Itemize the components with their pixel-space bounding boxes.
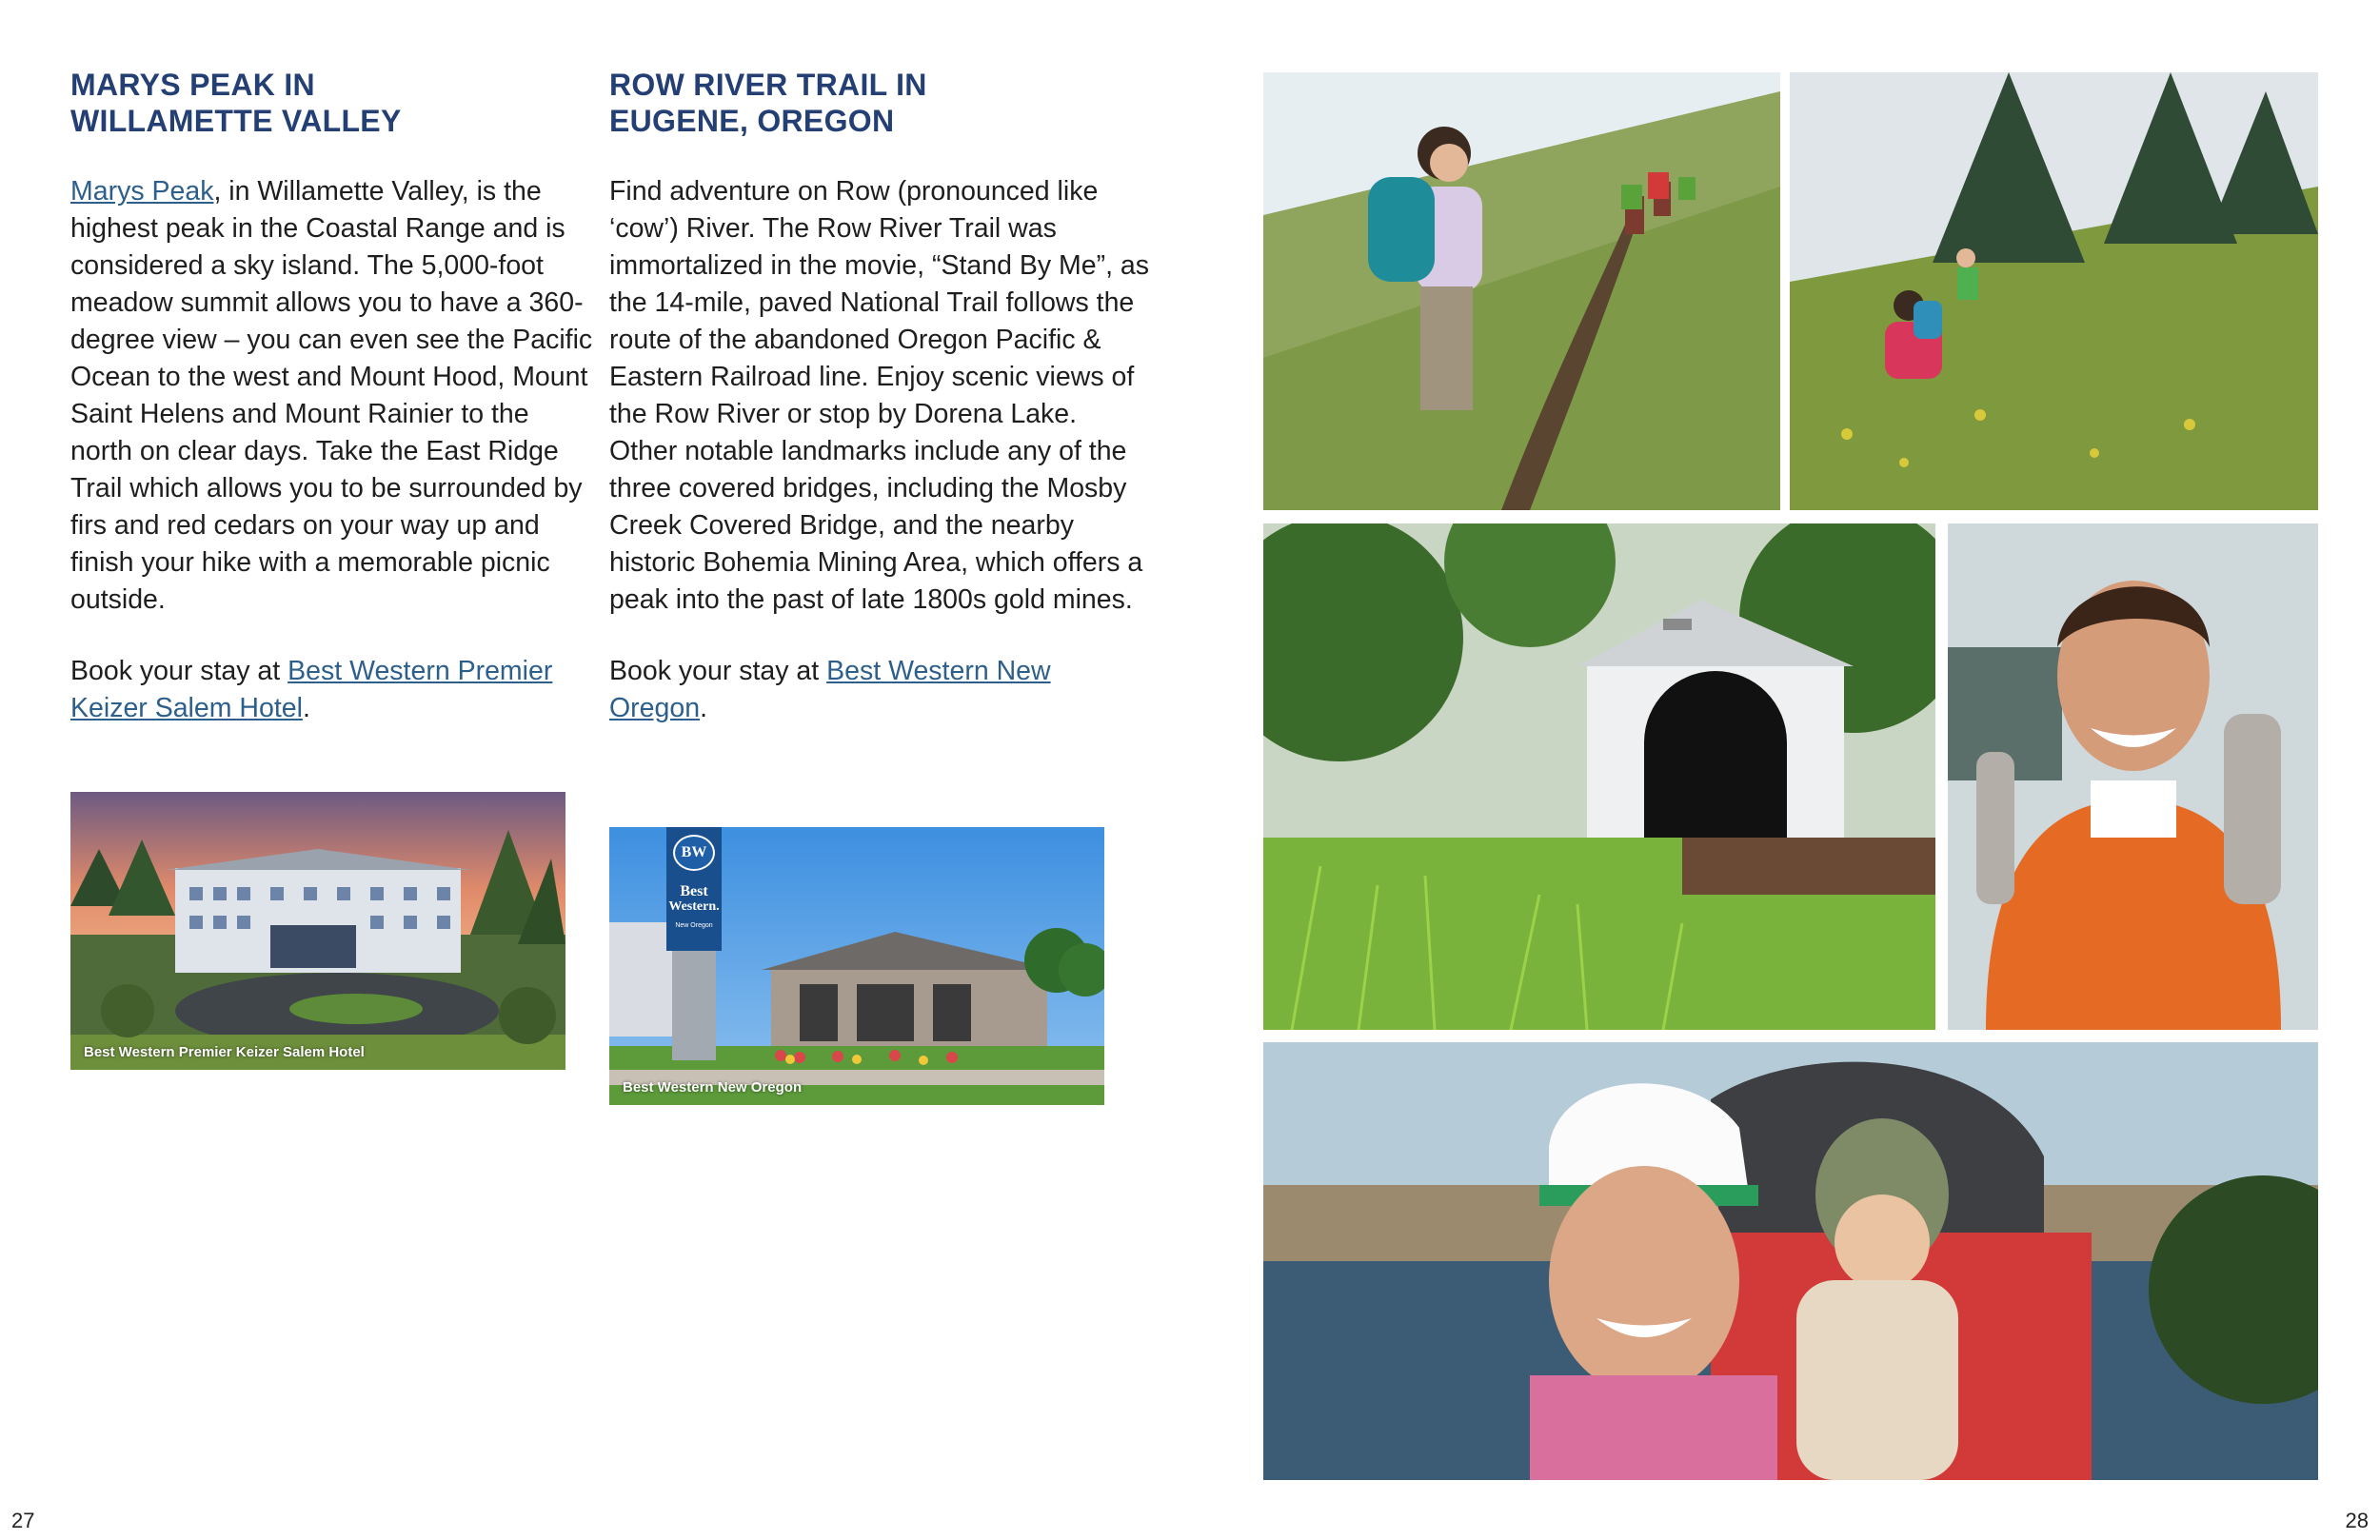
book-suffix: . [302, 693, 310, 723]
marys-peak-link[interactable]: Marys Peak [70, 176, 214, 207]
mother-baby-carrier-illustration [1263, 1042, 2318, 1480]
row-river-book-line [609, 653, 1152, 727]
smiling-hiker-photo [1948, 523, 2318, 1030]
keizer-salem-hotel-photo [70, 792, 565, 1070]
new-oregon-hotel-photo [609, 827, 1104, 1105]
book-prefix: Book your stay at [70, 656, 288, 686]
row-river-heading-line2: EUGENE, OREGON [609, 104, 895, 138]
row-river-heading-line1: ROW RIVER TRAIL IN [609, 68, 927, 102]
new-oregon-hotel-link[interactable]: Best Western New Oregon [609, 656, 1051, 723]
hikers-hillside-photo [1263, 72, 1780, 510]
book-suffix: . [700, 693, 707, 723]
hikers-hillside-illustration [1263, 72, 1780, 510]
hikers-ridge-illustration [1790, 72, 2318, 510]
row-river-section [609, 67, 1152, 727]
smiling-hiker-illustration [1948, 523, 2318, 1030]
bw-sign [666, 827, 722, 951]
marys-peak-section [70, 67, 594, 727]
keizer-salem-hotel-link[interactable]: Best Western Premier Keizer Salem Hotel [70, 656, 553, 723]
bw-sign-location: New Oregon [675, 922, 713, 929]
page-number-left: 27 [11, 1509, 35, 1532]
new-oregon-photo-caption: Best Western New Oregon [623, 1079, 803, 1096]
mother-baby-carrier-photo [1263, 1042, 2318, 1480]
bw-sign-logo: BW [673, 835, 715, 871]
marys-peak-body-text: , in Willamette Valley, is the highest peak in the Coastal Range and is considered a sky island. The 5,000-foot meadow summit allows you to have a 360-degree view – you can even see the Pacific Ocean to the west and Mount Hood, Mount Saint Helens and Mount Rainier to the north on clear days. Take the East Ridge Trail which allows you to be surrounded by firs and red cedars on your way up and finish your hike with a memorable picnic outside. [70, 176, 593, 615]
covered-bridge-photo [1263, 523, 1935, 1030]
row-river-heading [609, 67, 1152, 139]
marys-peak-heading-line1: MARYS PEAK IN [70, 68, 315, 102]
page-number-right: 28 [2345, 1509, 2369, 1532]
book-prefix: Book your stay at [609, 656, 827, 686]
row-river-body: Find adventure on Row (pronounced like ‘cow’) River. The Row River Trail was immortalized in the movie, “Stand By Me”, as the 14-mile, paved National Trail follows the route of the abandoned Oregon Pacific & Eastern Railroad line. Enjoy scenic views of the Row River or stop by Dorena Lake. Other notable landmarks include any of the three covered bridges, including the Mosby Creek Covered Bridge, and the nearby historic Bohemia Mining Area, which offers a peak into the past of late 1800s gold mines. [609, 176, 1150, 615]
hikers-ridge-photo [1790, 72, 2318, 510]
covered-bridge-illustration [1263, 523, 1935, 1030]
marys-peak-heading [70, 67, 594, 139]
bw-sign-brand-line1: Best [680, 883, 708, 899]
bw-sign-brand-line2: Western. [668, 899, 720, 914]
marys-peak-body [70, 173, 594, 619]
marys-peak-book-line [70, 653, 594, 727]
keizer-salem-hotel-illustration [70, 792, 565, 1070]
keizer-salem-photo-caption: Best Western Premier Keizer Salem Hotel [84, 1044, 365, 1060]
marys-peak-heading-line2: WILLAMETTE VALLEY [70, 104, 402, 138]
